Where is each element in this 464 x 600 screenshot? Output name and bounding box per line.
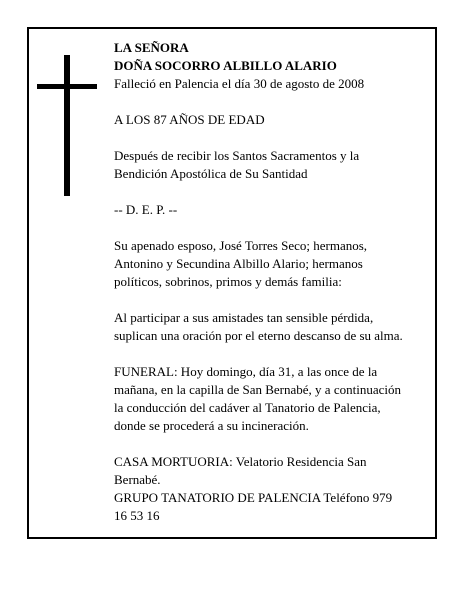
mortuary-line-2: Bernabé. <box>114 472 161 487</box>
age-line: A LOS 87 AÑOS DE EDAD <box>114 112 265 127</box>
family-line-3: políticos, sobrinos, primos y demás familia: <box>114 274 342 289</box>
funeral-line-4: donde se procederá a su incineración. <box>114 418 309 433</box>
cross-icon-bar <box>37 84 97 89</box>
request-line-2: suplican una oración por el eterno descanso de su alma. <box>114 328 403 343</box>
funeral-line-1: FUNERAL: Hoy domingo, día 31, a las once de la <box>114 364 378 379</box>
family-line-1: Su apenado esposo, José Torres Seco; hermanos, <box>114 238 368 253</box>
sacraments-line-2: Bendición Apostólica de Su Santidad <box>114 166 308 181</box>
funeral-line-3: la conducción del cadáver al Tanatorio de Palencia, <box>114 400 381 415</box>
request-line-1: Al participar a sus amistades tan sensible pérdida, <box>114 310 374 325</box>
obituary-text <box>114 39 424 525</box>
family-line-2: Antonino y Secundina Albillo Alario; hermanos <box>114 256 363 271</box>
sacraments-line-1: Después de recibir los Santos Sacramentos y la <box>114 148 360 163</box>
group-line-1: GRUPO TANATORIO DE PALENCIA Teléfono 979 <box>114 490 393 505</box>
funeral-line-2: mañana, en la capilla de San Bernabé, y a continuación <box>114 382 401 397</box>
cross-icon <box>64 55 70 196</box>
rip-line: -- D. E. P. -- <box>114 202 178 217</box>
deceased-name: DOÑA SOCORRO ALBILLO ALARIO <box>114 58 337 73</box>
title-line: LA SEÑORA <box>114 40 189 55</box>
group-line-2: 16 53 16 <box>114 508 160 523</box>
mortuary-line-1: CASA MORTUORIA: Velatorio Residencia San <box>114 454 367 469</box>
death-date-line: Falleció en Palencia el día 30 de agosto de 2008 <box>114 76 365 91</box>
